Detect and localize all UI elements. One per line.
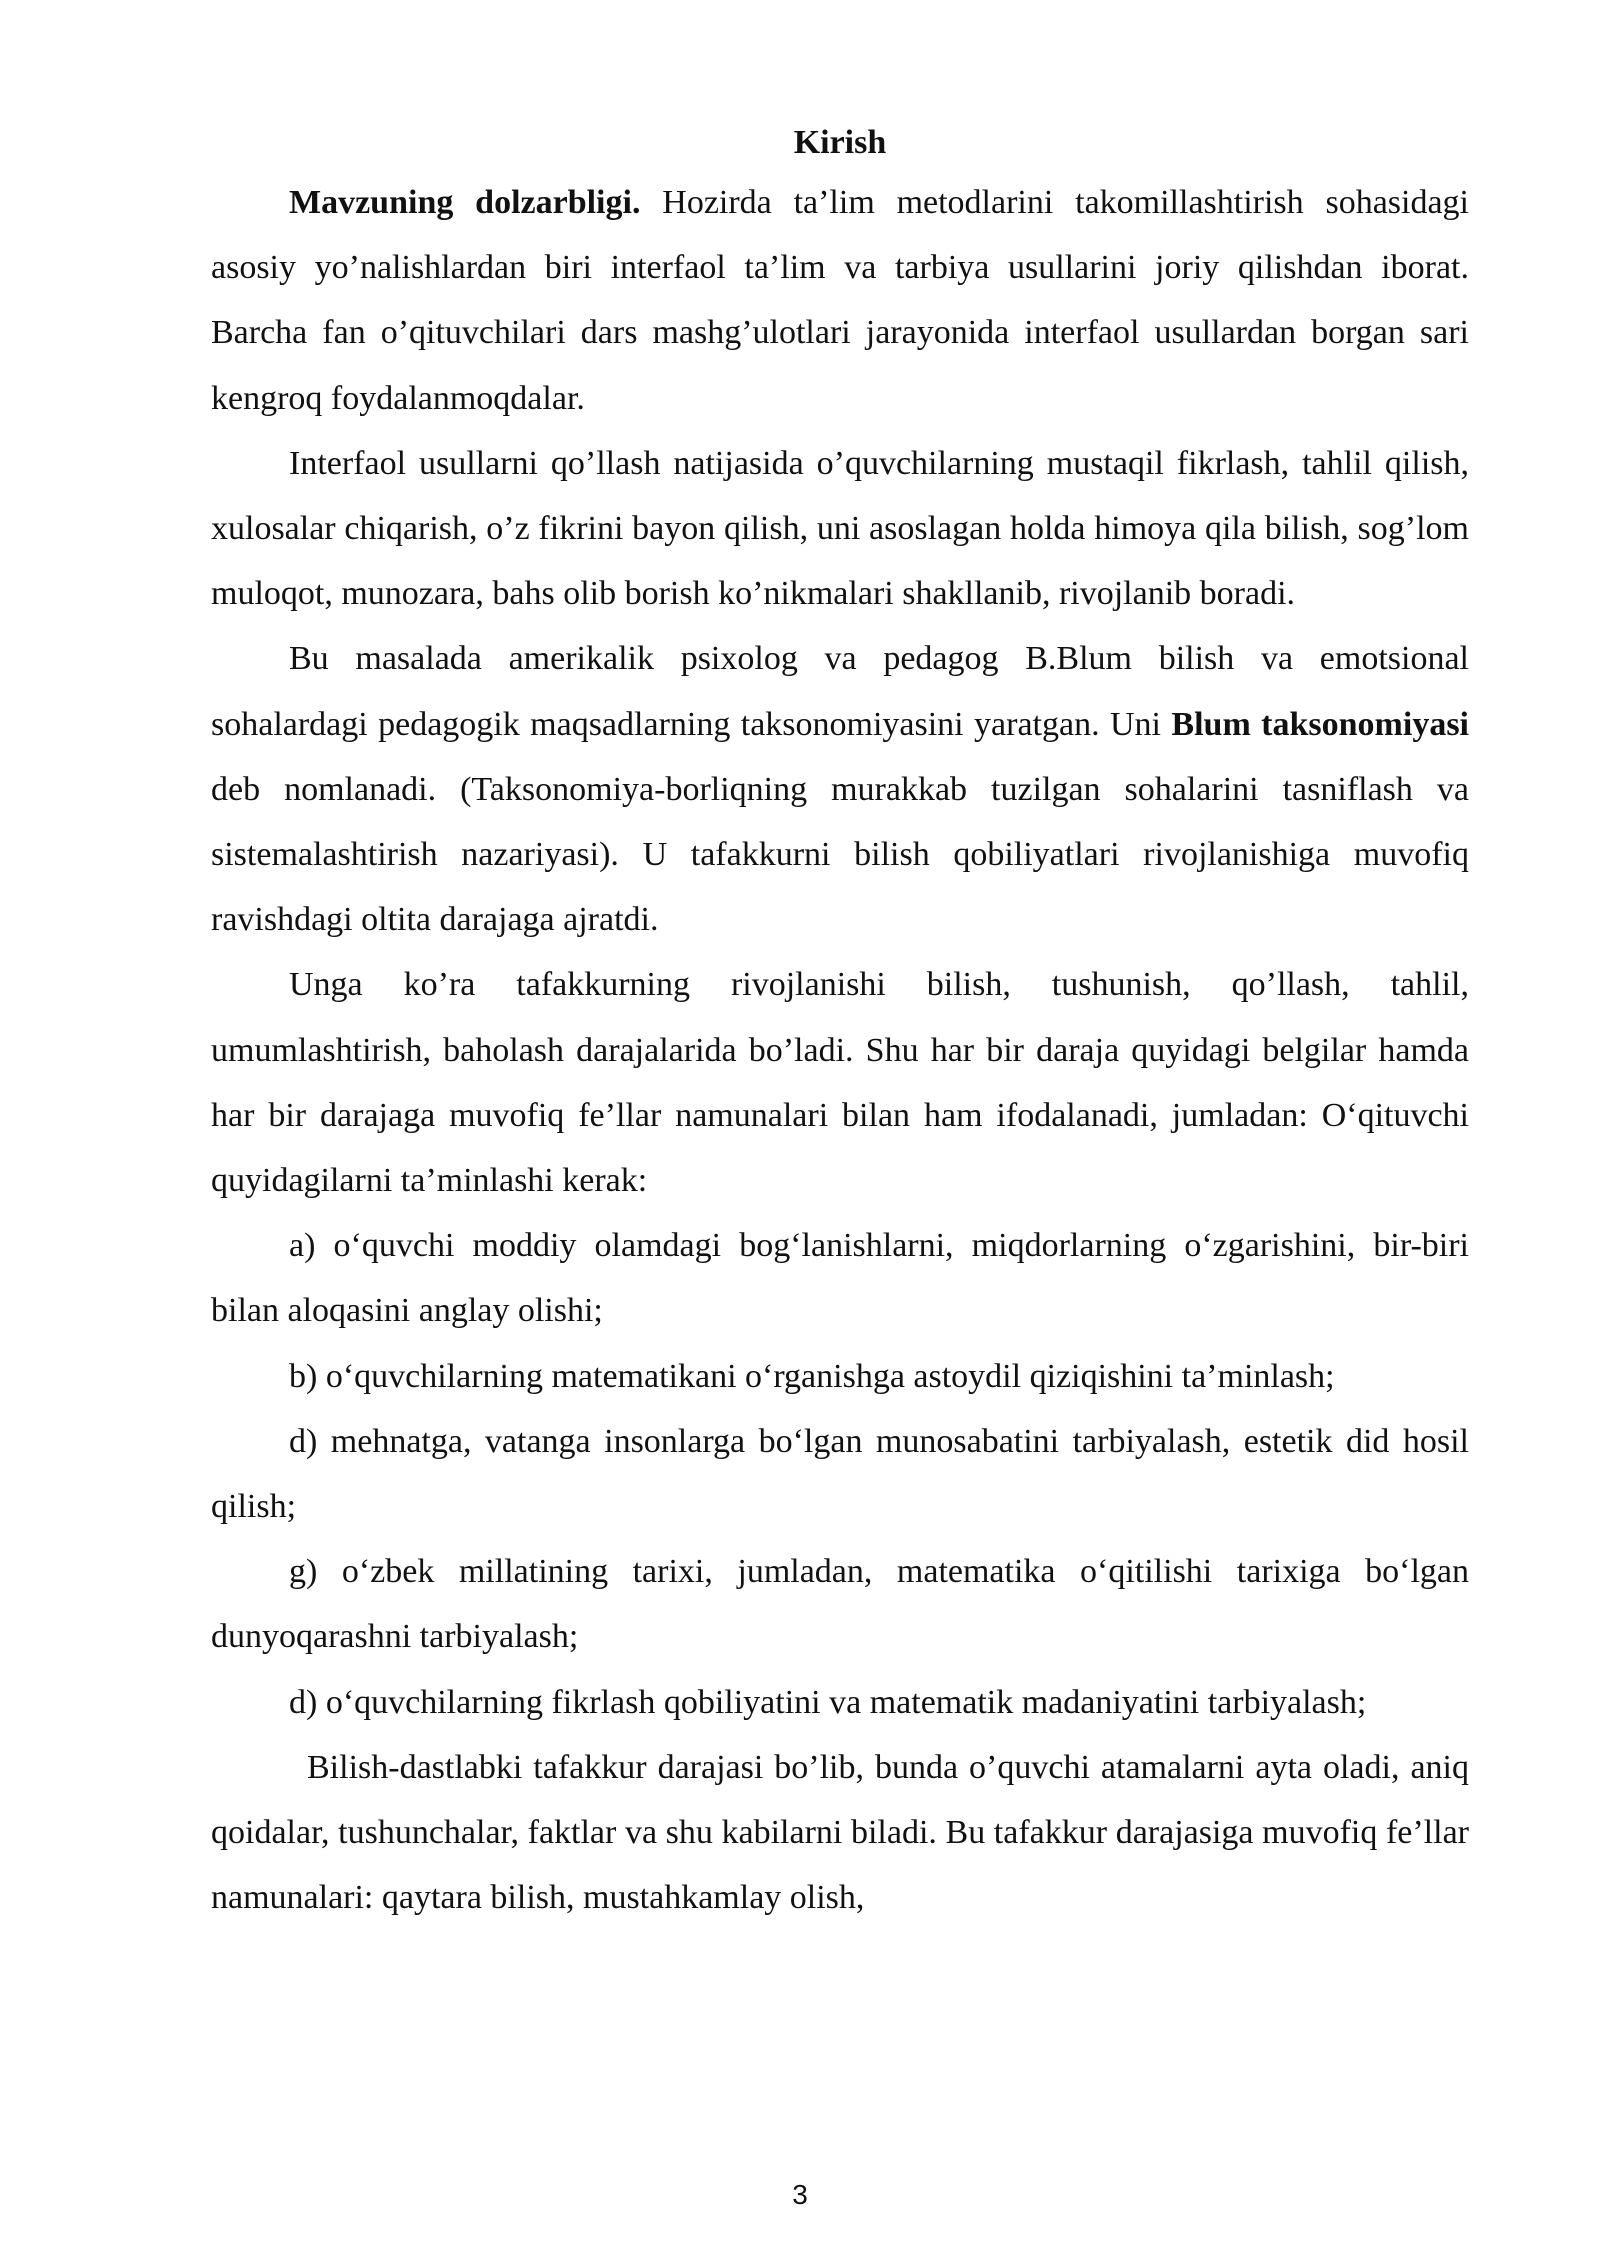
paragraph-thinking-levels: Unga ko’ra tafakkurning rivojlanishi bilish, tushunish, qo’llash, tahlil, umumlashtirish, baholash darajalarida bo’ladi. Shu har bir daraja quyidagi belgilar hamda har bir darajaga muvofiq fe’llar namunalari bilan ham ifodalanadi, jumladan: O‘qituvchi quyidagilarni ta’minlashi kerak:	[211, 966, 1469, 1200]
paragraph-blum-taxonomy	[211, 626, 1469, 952]
document-title: Kirish	[793, 124, 887, 161]
blum-taxonomy-term: Blum taksonomiyasi	[1171, 705, 1469, 743]
blum-text-after: deb nomlanadi. (Taksonomiya-borliqning murakkab tuzilgan sohalarini tasniflash va sistemalashtirish nazariyasi). U tafakkurni bilish qobiliyatlari rivojlanishiga muvofiq ravishdagi oltita darajaga ajratdi.	[211, 770, 1469, 939]
relevance-heading: Mavzuning dolzarbligi.	[289, 184, 641, 221]
page-number: 3	[792, 2179, 808, 2210]
paragraph-knowledge-level: Bilish-dastlabki tafakkur darajasi bo’lib, bunda o’quvchi atamalarni ayta oladi, aniq qoidalar, tushunchalar, faktlar va shu kabilarni biladi. Bu tafakkur darajasiga muvofiq fe’llar namunalari: qaytara bilish, mustahkamlay olish,	[211, 1748, 1469, 1917]
document-page	[211, 118, 1469, 1930]
list-item-a: a) o‘quvchi moddiy olamdagi bog‘lanishlarni, miqdorlarning o‘zgarishini, bir-biri bilan aloqasini anglay olishi;	[211, 1227, 1469, 1330]
paragraph-interactive-methods: Interfaol usullarni qo’llash natijasida o’quvchilarning mustaqil fikrlash, tahlil qilish, xulosalar chiqarish, o’z fikrini bayon qilish, uni asoslagan holda himoya qila bilish, sog’lom muloqot, munozara, bahs olib borish ko’nikmalari shakllanib, rivojlanib boradi.	[211, 444, 1469, 613]
blum-text-before: Bu masalada amerikalik psixolog va pedagog B.Blum bilish va emotsional sohalardagi pedagogik maqsadlarning taksonomiyasini yaratgan. Uni	[211, 640, 1469, 743]
relevance-text: Hozirda ta’lim metodlarini takomillashtirish sohasidagi asosiy yo’nalishlardan biri interfaol ta’lim va tarbiya usullarini joriy qilishdan iborat. Barcha fan o’qituvchilari dars mashg’ulotlari jarayonida interfaol usullardan borgan sari kengroq foydalanmoqdalar.	[211, 184, 1470, 417]
paragraph-relevance	[211, 170, 1469, 431]
list-item-d-labor: d) mehnatga, vatanga insonlarga bo‘lgan munosabatini tarbiyalash, estetik did hosil qilish;	[211, 1422, 1469, 1526]
list-item-b: b) o‘quvchilarning matematikani o‘rganishga astoydil qiziqishini ta’minlash;	[289, 1357, 1335, 1395]
list-item-g: g) o‘zbek millatining tarixi, jumladan, matematika o‘qitilishi tarixiga bo‘lgan dunyoqarashni tarbiyalash;	[211, 1553, 1469, 1656]
list-item-d-thinking: d) o‘quvchilarning fikrlash qobiliyatini va matematik madaniyatini tarbiyalash;	[289, 1683, 1367, 1721]
